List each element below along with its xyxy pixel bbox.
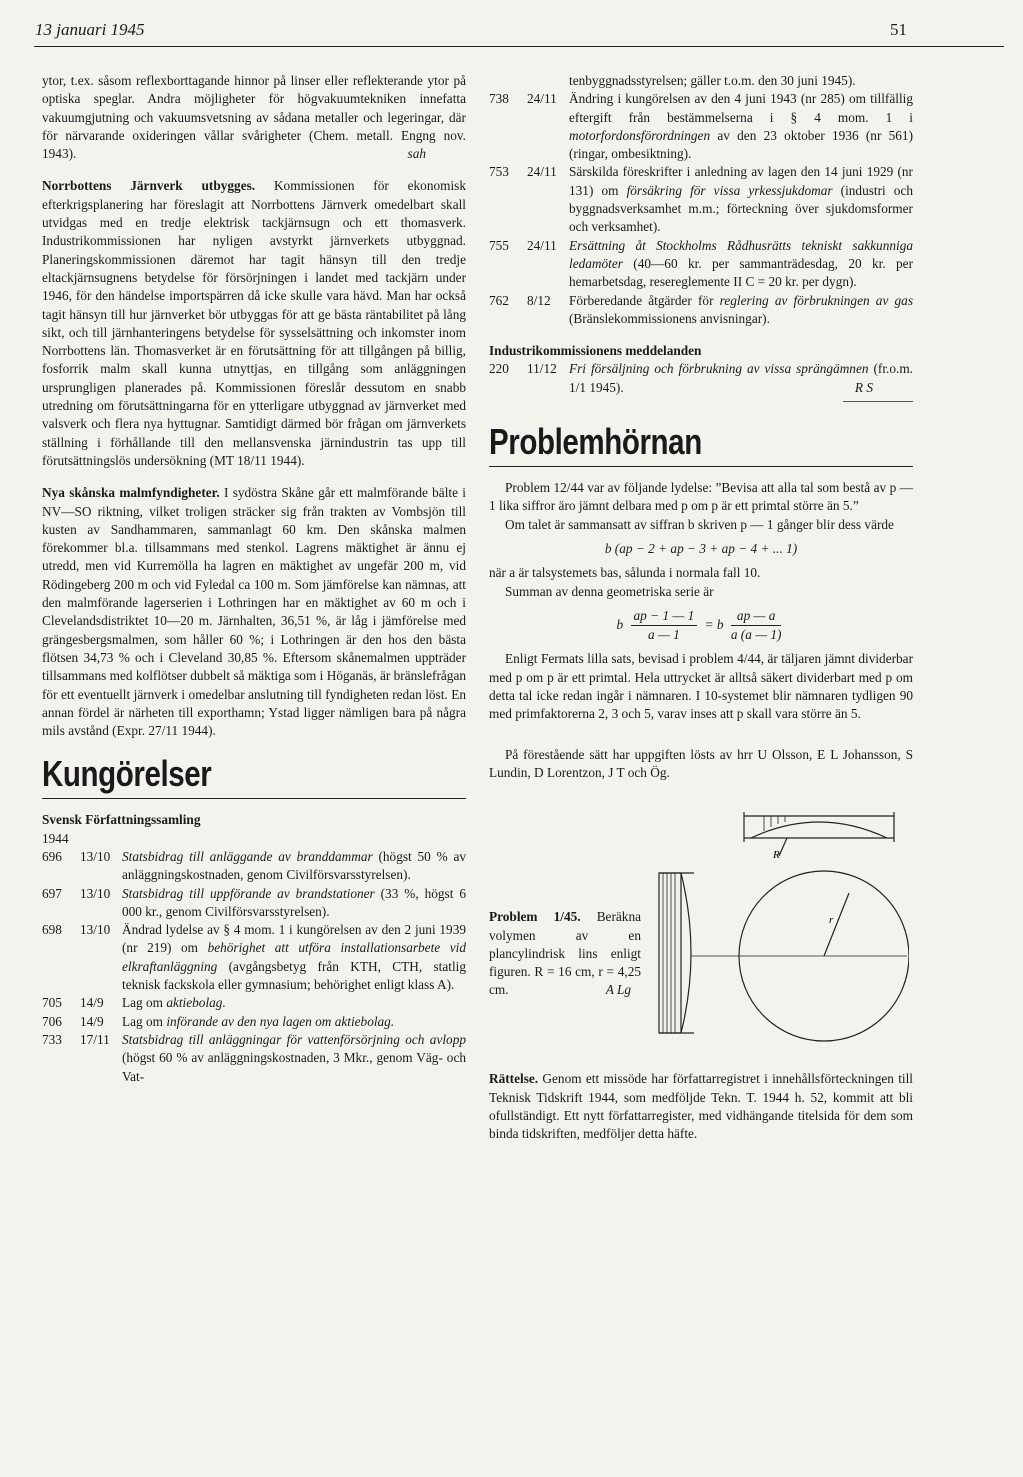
left-column xyxy=(42,72,466,1086)
sfs-title: Svensk Författningssamling xyxy=(42,812,201,828)
problem-1-45 xyxy=(489,798,913,1048)
signature: R S xyxy=(854,379,873,395)
label-R: R xyxy=(773,849,780,862)
section-rule xyxy=(489,466,913,467)
signature: sah xyxy=(407,146,426,162)
problem-text: Summan av denna geometriska serie är xyxy=(505,583,714,599)
section-heading-problemhornan: Problemhörnan xyxy=(489,421,702,463)
sfs-entry: 697 13/10 Statsbidrag till uppförande av brandstationer (33 %, högst 6 000 kr., genom Civilförsvarsstyrelsen). xyxy=(42,885,466,919)
label-r: r xyxy=(829,914,834,927)
section-rule xyxy=(42,798,466,799)
lens-figure xyxy=(639,798,909,1048)
sfs-entries xyxy=(42,848,466,1086)
ind-title: Industrikommissionens meddelanden xyxy=(489,343,702,359)
sfs-entries-cont xyxy=(489,90,913,328)
entry-continuation: tenbyggnadsstyrelsen; gäller t.o.m. den 30 juni 1945). xyxy=(569,73,856,88)
problem-text: när a är talsystemets bas, sålunda i normala fall 10. xyxy=(489,565,761,581)
right-column xyxy=(489,72,913,1143)
sfs-entry: 696 13/10 Statsbidrag till anläggande av branddammar (högst 50 % av anläggningskostnaden, genom Civilförsvarsstyrelsen). xyxy=(42,848,467,883)
header-rule xyxy=(34,46,1004,47)
correction-note: Rättelse. Genom ett missöde har författarregistret i innehållsförteckningen till Teknisk Tidskrift 1944, som medföljde Tekn. T. 1944 h. 52, kommit att bli ofullständigt. Ett nytt författarregister, med vidhängande titelsida för dem som binda tidskriften, medföljer detta häfte. xyxy=(489,1071,913,1142)
solvers-text: På förestående sätt har uppgiften lösts av hrr U Olsson, E L Johansson, S Lundin, D Lorentzon, J T och Ög. xyxy=(489,746,913,780)
running-date: 13 januari 1945 xyxy=(35,20,145,39)
formula-series: b (ap − 2 + ap − 3 + ap − 4 + ... 1) xyxy=(604,540,798,556)
sfs-entry: 733 17/11 Statsbidrag till anläggningar för vattenförsörjning och avlopp (högst 60 % av anläggningskostnaden, 3 Mkr., genom Väg- och Vat- xyxy=(42,1031,466,1084)
intro-paragraph: ytor, t.ex. såsom reflexborttagande hinnor på linser eller reflekterande ytor på optiska speglar. Andra möjligheter för högvakuumtekniken innefatta vakuumgjutning och vakuumsvetsning av sådana metaller och legeringar, där för närvarande oxideringen vållar svårigheter (Chem. metall. Engng nov. 1943). sah xyxy=(42,72,466,163)
sfs-entry: 706 14/9 Lag om införande av den nya lagen om aktiebolag. xyxy=(42,1013,395,1029)
page-number: 51 xyxy=(890,20,907,39)
sfs-entry: 755 24/11 Ersättning åt Stockholms Rådhusrätts tekniskt sakkunniga ledamöter (40—60 kr. per sammanträdesdag, 20 kr. per hemarbetsdag, resereglemente II C = 20 kr. per dygn). xyxy=(489,237,913,290)
skane-article: Nya skånska malmfyndigheter. I sydöstra Skåne går ett malmförande bälte i NV—SO riktning, vilket troligen sträcker sig från trakten av Vombsjön till kusten av Sandhammaren, sammanlagt 60 km. Den skånska malmen förekommer bl.a. tillsammans med stenkol. Lagrens mäktighet är ännu ej utredd, men vid Kurremölla ha lagren en mäktighet av ungefär 200 m, vid Rödingeberg 200 m och vid Fyledal ca 100 m. Som jämförelse kan nämnas, att den malmförande lagerserien i Lothringen har en mäktighet av 60 m och i Clevelandsdistriktet 10—20 m. Järnhalten, 36,51 %, är låg i jämförelse med grängesbergsmalmen, som håller 60 %; i Lothringen är den hos den bästa flötsen 34,73 % och i Cleveland 30,85 %. Eftersom skånemalmen uppträder tillsammans med kolflötser dubbelt så mäktiga som i Höganäs, är bränslefrågan för ett eventuellt järnverk i omedelbar anslutning till fyndigheten redan löst. En annan fördel är närheten till exporthamn; Ystad ligger nämligen bara på några mils avstånd (Expr. 27/11 1944). xyxy=(42,485,466,739)
problem-text: Enligt Fermats lilla sats, bevisad i problem 4/44, är täljaren jämnt dividerbar med p om p är ett primtal. Hela uttrycket är alltså säkert dividerbart med p om detta tal icke redan ingår i nämnaren. I 10-systemet blir nämnaren tydligen 90 med primfaktorerna 2, 3 och 5, varav inses att p skall vara större än 5. xyxy=(489,651,913,722)
problem-text: Problem 12/44 var av följande lydelse: ”Bevisa att alla tal som bestå av p — 1 lika siffror äro jämnt delbara med p om p är ett primtal större än 5.” xyxy=(489,480,913,514)
sfs-entry: 738 24/11 Ändring i kungörelsen av den 4 juni 1943 (nr 285) om tillfällig eftergift från bestämmelserna i § 4 mom. 1 i motorfordonsförordningen av den 23 oktober 1936 (nr 561) (ringar, ombesiktning). xyxy=(489,91,913,162)
sfs-entry: 705 14/9 Lag om aktiebolag. xyxy=(42,995,226,1011)
problem-text: Om talet är sammansatt av siffran b skriven p — 1 gånger blir dess värde xyxy=(505,516,894,532)
sfs-entry: 762 8/12 Förberedande åtgärder för reglering av förbrukningen av gas (Bränslekommissionens anvisningar). xyxy=(489,292,913,326)
article-title: Nya skånska malmfyndigheter. xyxy=(42,485,220,501)
problem-1-45-text: Problem 1/45. Beräkna volymen av en plancylindrisk lins enligt figuren. R = 16 cm, r = 4,25 cm. A Lg xyxy=(489,909,641,998)
sfs-entry: 753 24/11 Särskilda föreskrifter i anledning av lagen den 14 juni 1929 (nr 131) om försäkring för vissa yrkessjukdomar (industri och byggnadsverksamhet m.m.; förteckning över sjukdomsformer och verksamhet). xyxy=(489,164,914,235)
ind-entry: 220 11/12 Fri försäljning och förbrukning av vissa sprängämnen (fr.o.m. 1/1 1945). R S xyxy=(489,360,913,397)
formula-sum: b $\frac{ap - 1 — 1}{a — 1}$ = b $\frac{ap — a}{a (a — 1)}$ xyxy=(616,607,782,643)
sfs-year: 1944 xyxy=(42,830,69,846)
sfs-entry: 698 13/10 Ändrad lydelse av § 4 mom. 1 i kungörelsen av den 2 juni 1939 (nr 219) om behörighet att utföra installationsarbete vid elkraftanläggning (avgångsbetyg från KTH, CTH, statlig teknisk fackskola eller gymnasium; behörighet enligt klass A). xyxy=(42,922,466,993)
norrbotten-article: Norrbottens Järnverk utbygges. Kommissionen för ekonomisk efterkrigsplanering har föreslagit att Norrbottens Järnverk omedelbart skall utvidgas med en tredje elektrisk tackjärnsugn och ett thomasverk. Industrikommissionen har nyligen avstyrkt järnverkets utbyggnad. Planeringskommissionen däremot har tagit hänsyn till den tredje eltackjärnsugnens betydelse för försörjningen i landet med tackjärn under 1946, för den händelse importspärren då icke skulle vara hävd. Man har också tagit hänsyn till hur järnverket bör utbyggas för att ge bästa räntabilitet på lång sikt, och till järnhanteringens betydelse för sysselsättning och inkomster inom Norrbottens län. Thomasverket är en förutsättning för att tillgången på billig, fosforrik malm skall kunna utnyttjas, en tillgång som anläggningen ursprungligen planerades på. Kommissionen föreslår dessutom en snabb utredning om förutsättningarna för en ytterligare utbyggnad av järnverket med valsverk och flera nya hyttugnar. Samtidigt därmed bör frågan om järnverkets ställning i förhållande till den mellansvenska järnindustrin tas upp till förutsättningslös undersökning (MT 18/11 1944). xyxy=(42,178,466,468)
section-heading-kungorelser: Kungörelser xyxy=(42,753,212,795)
article-title: Norrbottens Järnverk utbygges. xyxy=(42,178,256,194)
